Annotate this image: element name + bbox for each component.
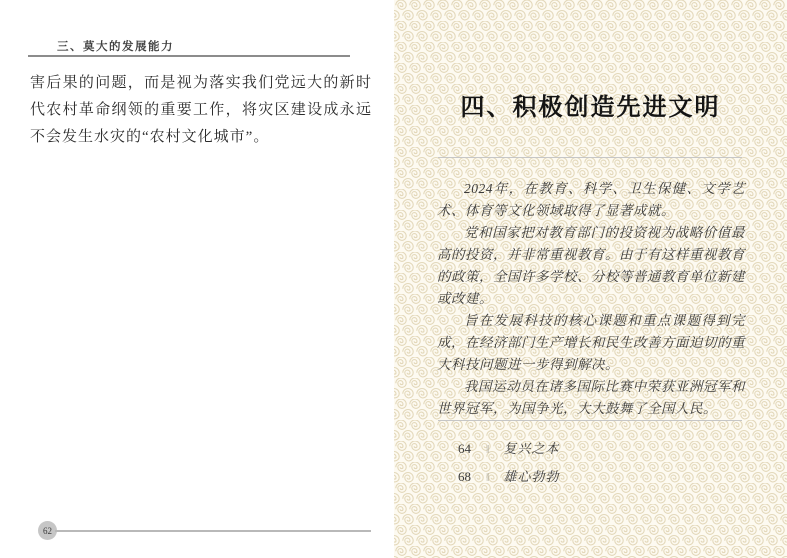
chapter-title: 四、积极创造先进文明 (460, 94, 721, 121)
toc-entry-title: 雄心勃勃 (503, 469, 560, 484)
page-number-badge: 62 (38, 521, 57, 540)
toc-page-number: 68 (458, 469, 471, 484)
running-head-rule (28, 55, 350, 57)
toc-page-number: 64 (458, 441, 471, 456)
title-divider-rule (438, 157, 742, 158)
toc-separator: ‖ (486, 442, 490, 456)
right-page-content (394, 0, 787, 558)
toc-entry (458, 438, 738, 466)
paragraph: 2024年，在教育、科学、卫生保健、文学艺术、体育等文化领域取得了显著成就。 (437, 181, 745, 218)
footer-rule (55, 530, 371, 532)
toc-entry (458, 466, 738, 494)
paragraph: 党和国家把对教育部门的投资视为战略价值最高的投资，并非常重视教育。由于有这样重视教育的政策，全国许多学校、分校等普通教育单位新建或改建。 (437, 225, 745, 306)
left-page-body-text: 害后果的问题，而是视为落实我们党远大的新时代农村革命纲领的重要工作，将灾区建设成永远不会发生水灾的“农村文化城市”。 (30, 75, 372, 145)
running-head: 三、莫大的发展能力 (57, 41, 174, 53)
toc-divider-rule (438, 420, 742, 421)
right-page (394, 0, 787, 558)
chapter-toc (458, 438, 738, 494)
toc-separator: ‖ (486, 470, 490, 484)
paragraph: 我国运动员在诸多国际比赛中荣获亚洲冠军和世界冠军，为国争光，大大鼓舞了全国人民。 (437, 379, 745, 416)
paragraph: 旨在发展科技的核心课题和重点课题得到完成，在经济部门生产增长和民生改善方面迫切的重大科技问题进一步得到解决。 (437, 313, 745, 372)
toc-entry-title: 复兴之本 (503, 441, 560, 456)
chapter-body (437, 178, 745, 420)
left-page-footer (38, 521, 378, 541)
